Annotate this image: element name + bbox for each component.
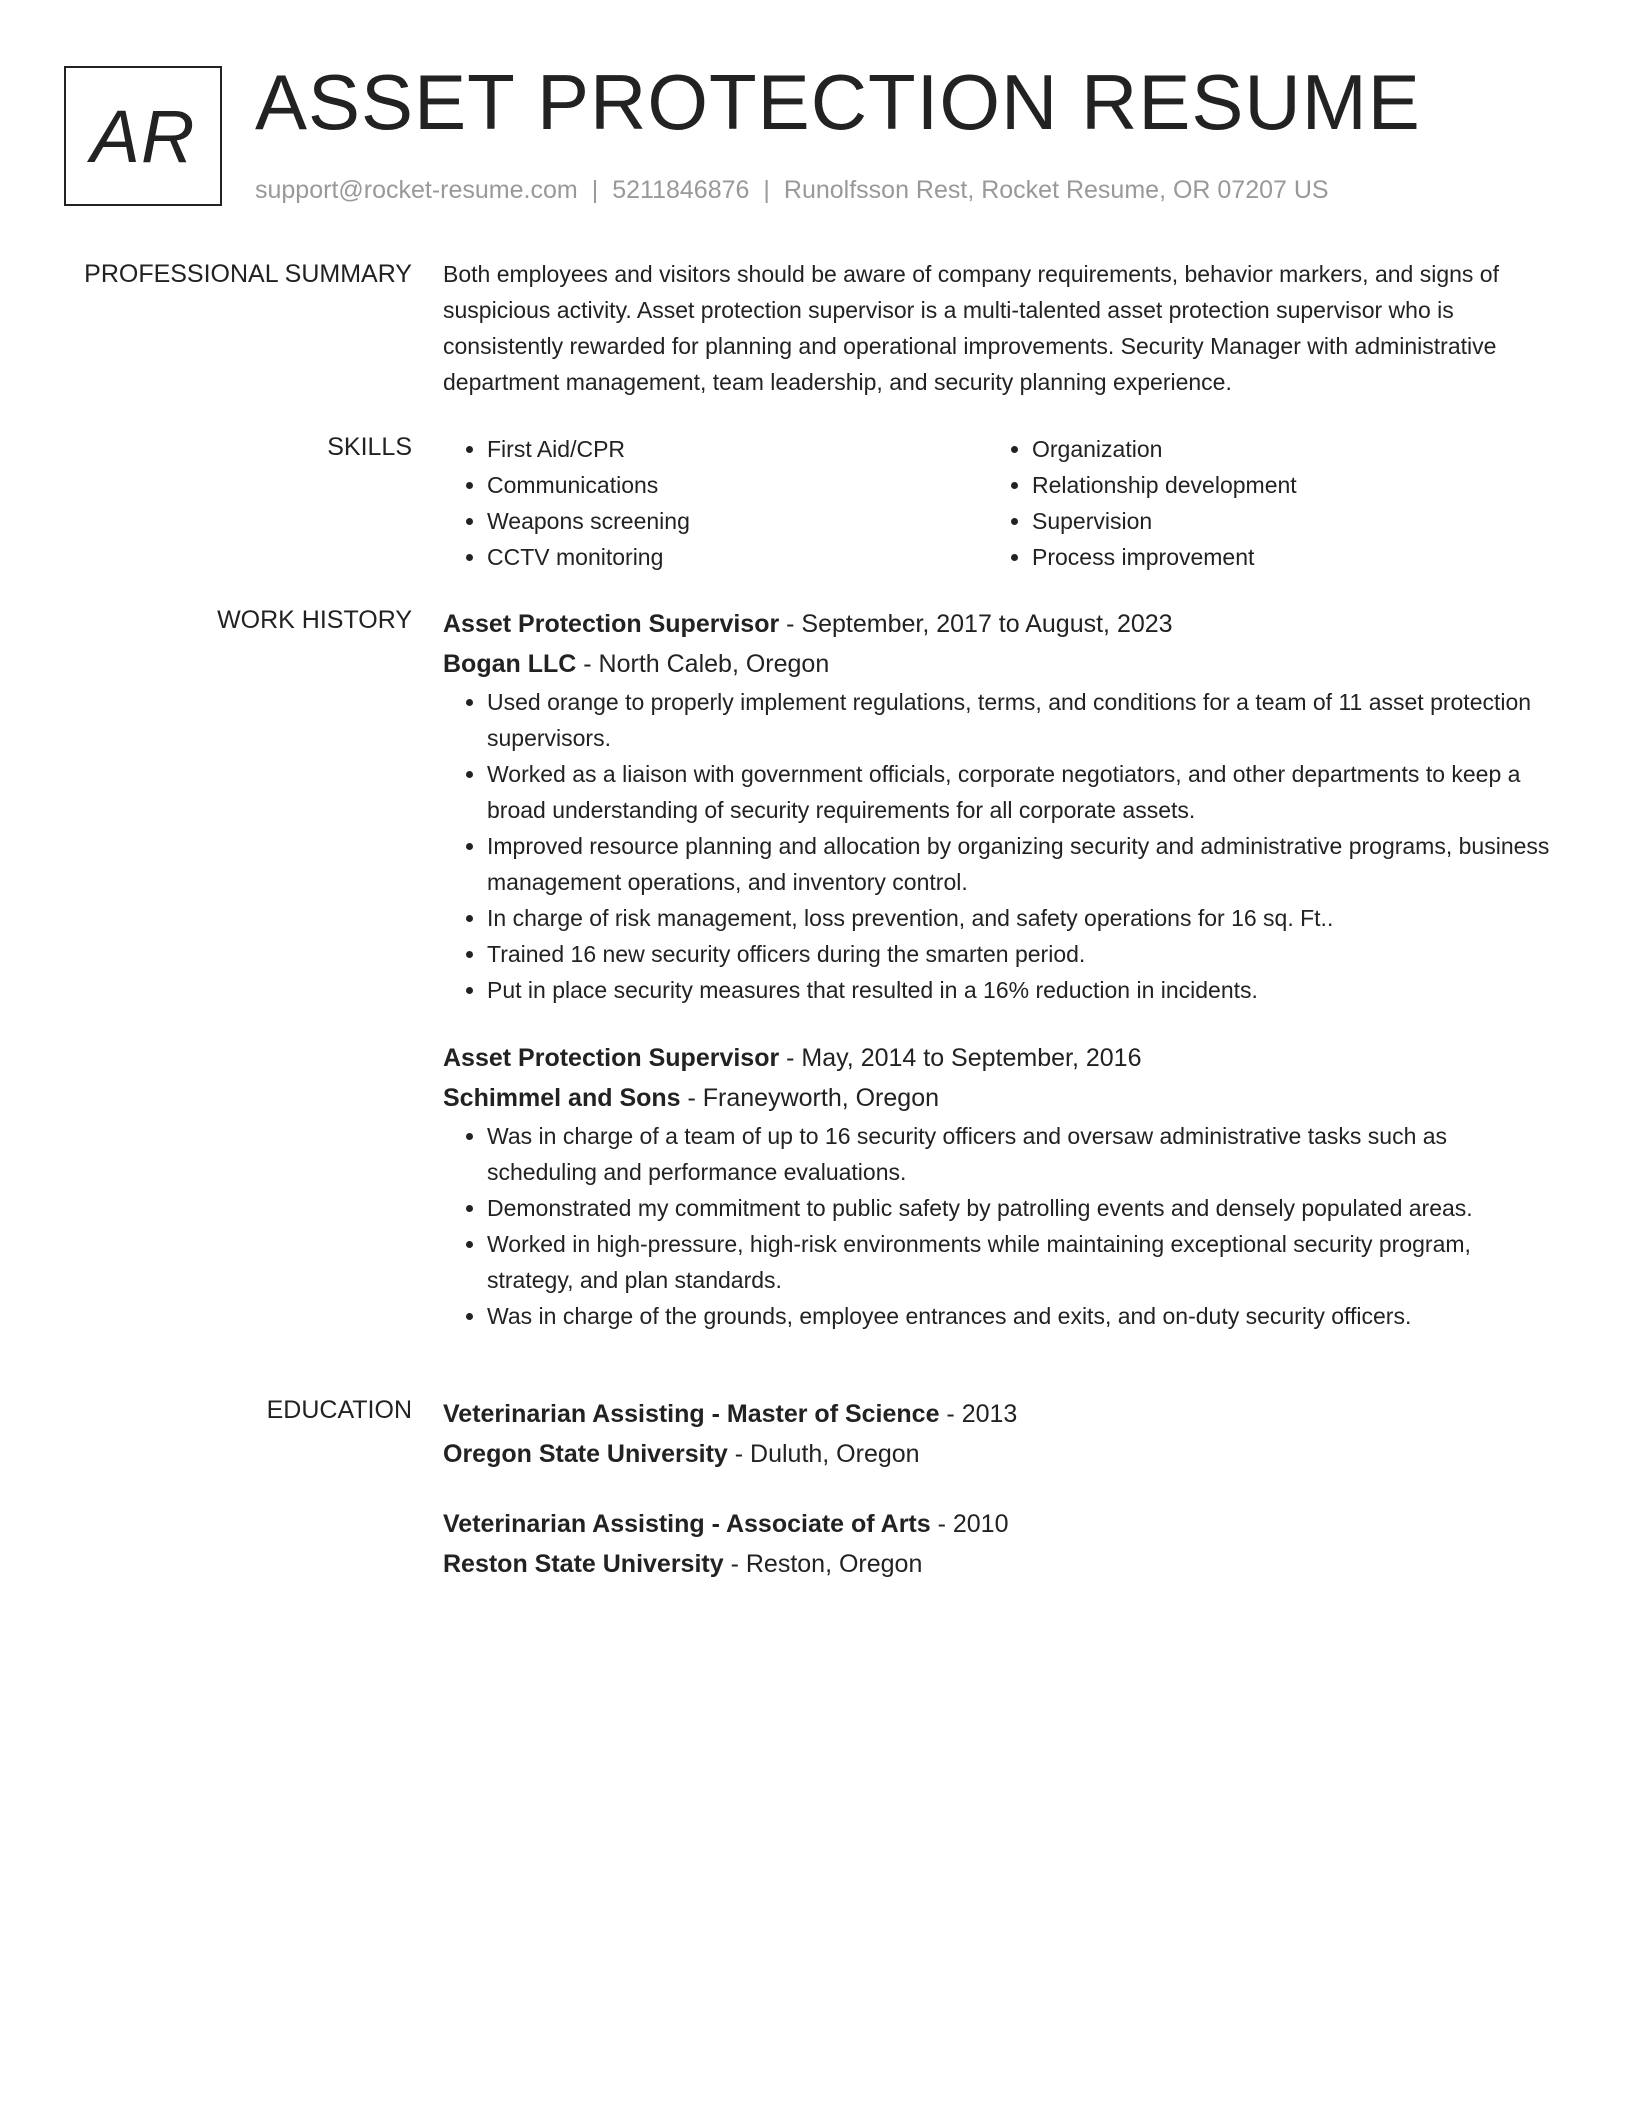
degree-line bbox=[443, 1504, 1553, 1544]
education-entry bbox=[443, 1394, 1553, 1474]
job-title: Asset Protection Supervisor bbox=[443, 1044, 780, 1072]
work-history-body bbox=[443, 604, 1553, 1334]
degree-year: - 2013 bbox=[939, 1400, 1018, 1428]
job-bullet: • Was in charge of a team of up to 16 security officers and oversaw administrative tasks such as scheduling and performance evaluations. bbox=[487, 1118, 1553, 1190]
contact-address: Runolfsson Rest, Rocket Resume, OR 07207 US bbox=[783, 176, 1329, 204]
job-bullet: • Was in charge of the grounds, employee entrances and exits, and on-duty security officers. bbox=[487, 1298, 1553, 1334]
contact-phone[interactable]: 5211846876 bbox=[612, 176, 750, 204]
job-company: Schimmel and Sons bbox=[443, 1084, 681, 1112]
school-line bbox=[443, 1434, 1553, 1474]
skills-list-right bbox=[988, 431, 1533, 575]
job-dates: - May, 2014 to September, 2016 bbox=[779, 1044, 1142, 1072]
job-bullet: • Worked as a liaison with government officials, corporate negotiators, and other departments to keep a broad understanding of security requirements for all corporate assets. bbox=[487, 756, 1553, 828]
job-company-line bbox=[443, 644, 1553, 684]
school-line bbox=[443, 1544, 1553, 1584]
work-history-label: WORK HISTORY bbox=[217, 606, 412, 634]
job-bullet-list bbox=[443, 1118, 1553, 1334]
education-entry bbox=[443, 1504, 1553, 1584]
summary-body bbox=[443, 256, 1553, 400]
degree-year: - 2010 bbox=[930, 1510, 1009, 1538]
skills-list-left bbox=[443, 431, 988, 575]
resume-title: ASSET PROTECTION RESUME bbox=[255, 58, 1421, 146]
job-bullet-list bbox=[443, 684, 1553, 1008]
skill-item: • Organization bbox=[1032, 431, 1533, 467]
skill-item: • Weapons screening bbox=[487, 503, 988, 539]
contact-separator: | bbox=[763, 176, 770, 204]
job-bullet: • Improved resource planning and allocation by organizing security and administrative programs, business management operations, and inventory control. bbox=[487, 828, 1553, 900]
skill-item: • First Aid/CPR bbox=[487, 431, 988, 467]
monogram-badge bbox=[64, 66, 222, 206]
summary-text: Both employees and visitors should be aware of company requirements, behavior markers, and signs of suspicious activity. Asset protection supervisor is a multi-talented asset protection supervisor who is consistently rewarded for planning and operational improvements. Security Manager with administrative department management, team leadership, and security planning experience. bbox=[443, 261, 1499, 395]
job-location: - North Caleb, Oregon bbox=[576, 650, 830, 678]
job-dates: - September, 2017 to August, 2023 bbox=[779, 610, 1173, 638]
job-bullet: • In charge of risk management, loss prevention, and safety operations for 16 sq. Ft.. bbox=[487, 900, 1553, 936]
monogram-initials: AR bbox=[90, 94, 196, 178]
skill-item: • Supervision bbox=[1032, 503, 1533, 539]
skill-item: • Communications bbox=[487, 467, 988, 503]
job-bullet: • Put in place security measures that resulted in a 16% reduction in incidents. bbox=[487, 972, 1553, 1008]
skills-body bbox=[443, 431, 1553, 575]
job-title-line bbox=[443, 604, 1553, 644]
job-location: - Franeyworth, Oregon bbox=[680, 1084, 939, 1112]
job-entry bbox=[443, 1038, 1553, 1334]
job-bullet: • Trained 16 new security officers during the smarten period. bbox=[487, 936, 1553, 972]
degree-name: Veterinarian Assisting - Master of Science bbox=[443, 1400, 940, 1428]
job-bullet: • Demonstrated my commitment to public safety by patrolling events and densely populated areas. bbox=[487, 1190, 1553, 1226]
school-name: Reston State University bbox=[443, 1550, 724, 1578]
contact-separator: | bbox=[591, 176, 599, 204]
degree-name: Veterinarian Assisting - Associate of Arts bbox=[443, 1510, 931, 1538]
education-label: EDUCATION bbox=[266, 1396, 412, 1424]
job-entry bbox=[443, 604, 1553, 1008]
skill-item: • Process improvement bbox=[1032, 539, 1533, 575]
skills-label: SKILLS bbox=[327, 433, 412, 461]
job-bullet: • Used orange to properly implement regulations, terms, and conditions for a team of 11 asset protection supervisors. bbox=[487, 684, 1553, 756]
school-name: Oregon State University bbox=[443, 1440, 728, 1468]
job-company: Bogan LLC bbox=[443, 650, 577, 678]
degree-line bbox=[443, 1394, 1553, 1434]
job-bullet: • Worked in high-pressure, high-risk environments while maintaining exceptional security program, strategy, and plan standards. bbox=[487, 1226, 1553, 1298]
skill-item: • Relationship development bbox=[1032, 467, 1533, 503]
summary-label: PROFESSIONAL SUMMARY bbox=[84, 260, 412, 288]
contact-line bbox=[255, 172, 1329, 208]
job-title-line bbox=[443, 1038, 1553, 1078]
contact-email[interactable]: support@rocket-resume.com bbox=[255, 176, 578, 204]
school-location: - Duluth, Oregon bbox=[727, 1440, 920, 1468]
education-body bbox=[443, 1394, 1553, 1614]
job-company-line bbox=[443, 1078, 1553, 1118]
skill-item: • CCTV monitoring bbox=[487, 539, 988, 575]
skills-grid bbox=[443, 431, 1553, 575]
job-title: Asset Protection Supervisor bbox=[443, 610, 780, 638]
school-location: - Reston, Oregon bbox=[723, 1550, 923, 1578]
